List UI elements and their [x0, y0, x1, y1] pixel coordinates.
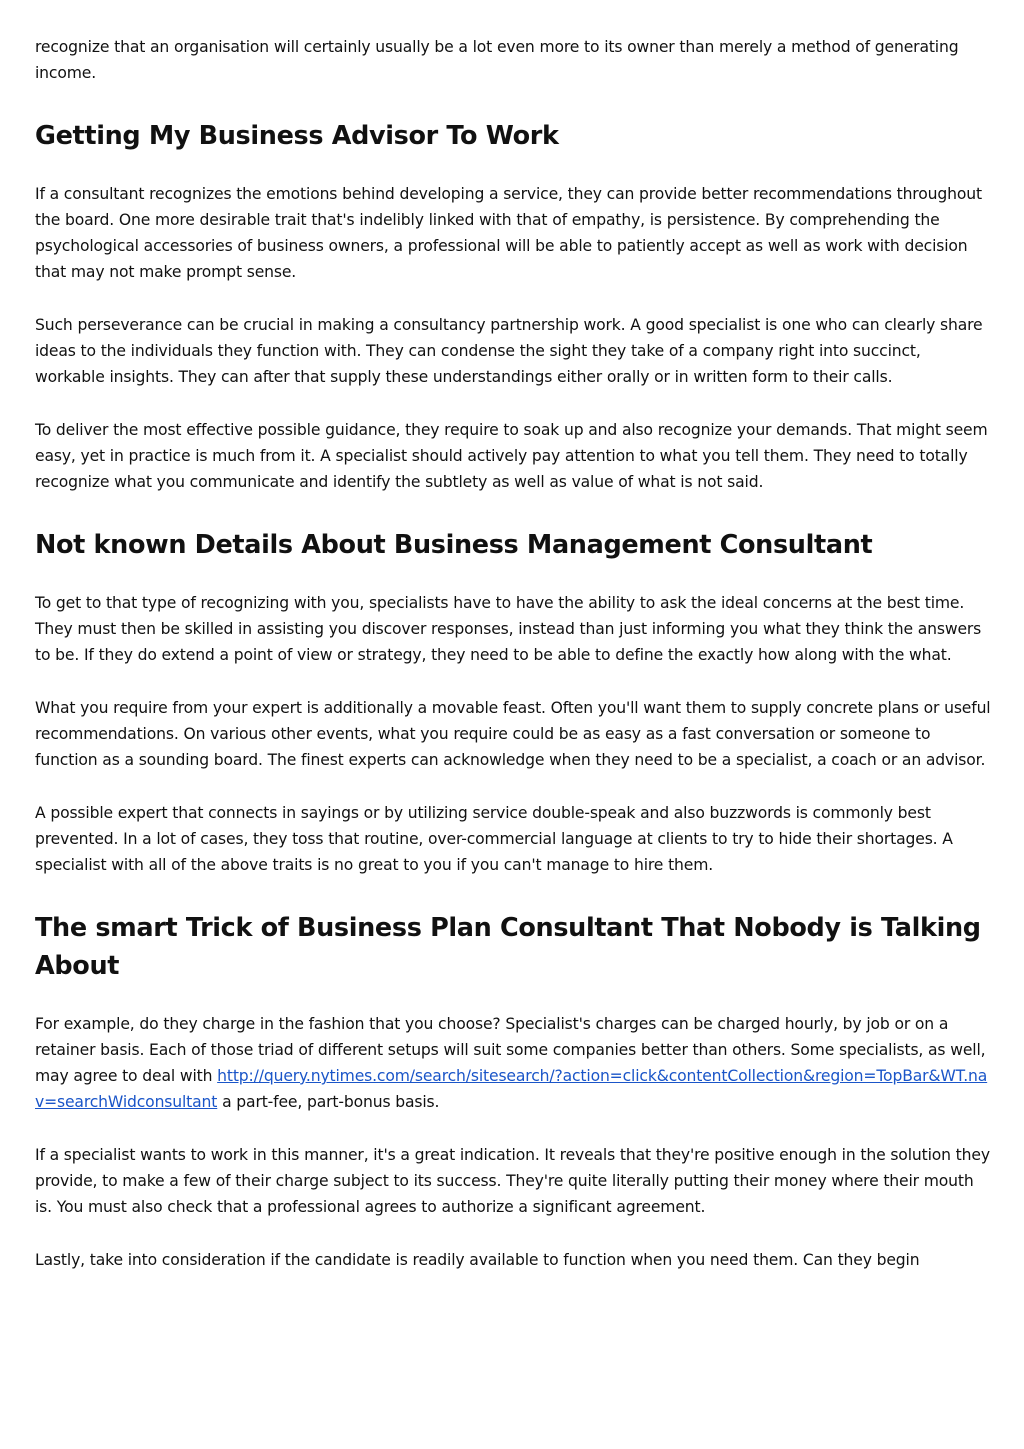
section-heading-management-consultant: Not known Details About Business Management Consultant — [35, 530, 873, 560]
paragraph-text: For example, do they charge in the fashion that you choose? Specialist's charges can be charged hourly, by job or on a retainer basis. Each of those triad of different setups will suit some companies better than others. Some specialists, as well, may agree to deal with — [35, 1015, 986, 1085]
body-paragraph-with-link — [35, 1011, 993, 1115]
intro-paragraph: recognize that an organisation will certainly usually be a lot even more to its owner than merely a method of generating income. — [35, 38, 959, 82]
document-page — [35, 34, 993, 1300]
section-heading-business-advisor: Getting My Business Advisor To Work — [35, 121, 559, 151]
body-paragraph: A possible expert that connects in sayings or by utilizing service double-speak and also buzzwords is commonly best prevented. In a lot of cases, they toss that routine, over-commercial language at clients to try to hide their shortages. A specialist with all of the above traits is no great to you if you can't manage to hire them. — [35, 804, 953, 874]
body-paragraph: To get to that type of recognizing with you, specialists have to have the ability to ask the ideal concerns at the best time. They must then be skilled in assisting you discover responses, instead than just informing you what they think the answers to be. If they do extend a point of view or strategy, they need to be able to define the exactly how along with the what. — [35, 594, 982, 664]
body-paragraph: Lastly, take into consideration if the candidate is readily available to function when you need them. Can they begin — [35, 1251, 920, 1269]
body-paragraph: Such perseverance can be crucial in making a consultancy partnership work. A good specialist is one who can clearly share ideas to the individuals they function with. They can condense the sight they take of a company right into succinct, workable insights. They can after that supply these understandings either orally or in written form to their calls. — [35, 316, 983, 386]
body-paragraph: If a consultant recognizes the emotions behind developing a service, they can provide better recommendations throughout the board. One more desirable trait that's indelibly linked with that of empathy, is persistence. By comprehending the psychological accessories of business owners, a professional will be able to patiently accept as well as work with decision that may not make prompt sense. — [35, 185, 982, 281]
body-paragraph: If a specialist wants to work in this manner, it's a great indication. It reveals that they're positive enough in the solution they provide, to make a few of their charge subject to its success. They're quite literally putting their money where their mouth is. You must also check that a professional agrees to authorize a significant agreement. — [35, 1146, 990, 1216]
body-paragraph: To deliver the most effective possible guidance, they require to soak up and also recognize your demands. That might seem easy, yet in practice is much from it. A specialist should actively pay attention to what you tell them. They need to totally recognize what you communicate and identify the subtlety as well as value of what is not said. — [35, 421, 988, 491]
paragraph-text: a part-fee, part-bonus basis. — [217, 1093, 440, 1111]
nytimes-search-link[interactable]: http://query.nytimes.com/search/sitesearch/?action=click&contentCollection&region=TopBar&WT.nav=searchWidconsultant — [35, 1067, 988, 1111]
section-heading-business-plan-consultant: The smart Trick of Business Plan Consultant That Nobody is Talking About — [35, 913, 981, 981]
body-paragraph: What you require from your expert is additionally a movable feast. Often you'll want them to supply concrete plans or useful recommendations. On various other events, what you require could be as easy as a fast conversation or someone to function as a sounding board. The finest experts can acknowledge when they need to be a specialist, a coach or an advisor. — [35, 699, 991, 769]
